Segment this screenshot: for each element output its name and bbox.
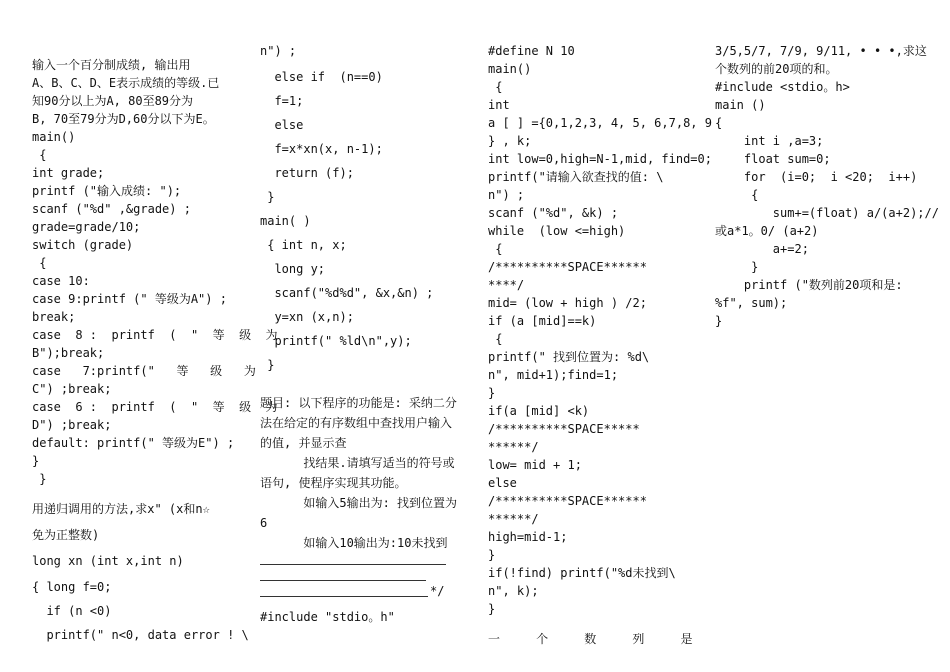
col1-line: case 9:printf (" 等级为A") ; bbox=[32, 292, 227, 306]
col2-line: else if (n==0) bbox=[260, 70, 383, 84]
col2-line: 语句, 使程序实现其功能。 bbox=[260, 476, 407, 490]
col3-line: } bbox=[488, 386, 496, 400]
col1-line: { bbox=[32, 256, 47, 270]
col2-line: scanf("%d%d", &x,&n) ; bbox=[260, 286, 434, 300]
col4-line: main () bbox=[715, 98, 766, 112]
col3-line: 一 个 数 列 是 bbox=[488, 632, 693, 646]
col3-line: /**********SPACE***** bbox=[488, 422, 640, 436]
col1-line: B, 70至79分为D,60分以下为E。 bbox=[32, 112, 215, 126]
col4-line: #include <stdio。h> bbox=[715, 80, 850, 94]
col1-line: case 7:printf(" 等 级 为 bbox=[32, 364, 256, 378]
col3-line: low= mid + 1; bbox=[488, 458, 582, 472]
col4-line: %f", sum); bbox=[715, 296, 788, 310]
col2-line: 题目: 以下程序的功能是: 采纳二分 bbox=[260, 396, 457, 410]
col3-line: main() bbox=[488, 62, 532, 76]
col1-line: case 6 : printf ( " 等 级 为 bbox=[32, 400, 278, 414]
col2-line: } bbox=[260, 190, 275, 204]
col3-line: { bbox=[488, 242, 503, 256]
col3-line: ******/ bbox=[488, 512, 539, 526]
col3-line: int low=0,high=N-1,mid, find=0; bbox=[488, 152, 712, 166]
col1-line: long xn (int x,int n) bbox=[32, 554, 184, 568]
col3-line: /**********SPACE****** bbox=[488, 260, 647, 274]
col2-line: 法在给定的有序数组中查找用户输入 bbox=[260, 416, 453, 430]
col1-line: { bbox=[32, 148, 47, 162]
col3-line: else bbox=[488, 476, 517, 490]
col1-line: default: printf(" 等级为E") ; bbox=[32, 436, 235, 450]
col3-line: scanf ("%d", &k) ; bbox=[488, 206, 619, 220]
col3-line: #define N 10 bbox=[488, 44, 575, 58]
col3-line: printf("请输入欲查找的值: \ bbox=[488, 170, 664, 184]
col1-line: printf ("输入成绩: "); bbox=[32, 184, 182, 198]
col1-line: case 8 : printf ( " 等 级 为 bbox=[32, 328, 278, 342]
col3-line: ******/ bbox=[488, 440, 539, 454]
col4-line: sum+=(float) a/(a+2);// bbox=[715, 206, 939, 220]
col1-line: main() bbox=[32, 130, 76, 144]
col3-line: } bbox=[488, 602, 496, 616]
col2_tail-line: */ bbox=[430, 584, 445, 598]
col4-line: int i ,a=3; bbox=[715, 134, 824, 148]
col2-line: 的值, 并显示查 bbox=[260, 436, 347, 450]
col3-line: { bbox=[488, 332, 503, 346]
col1-line: if (n <0) bbox=[32, 604, 112, 618]
col3-line: } bbox=[488, 548, 496, 562]
col2-line: { int n, x; bbox=[260, 238, 347, 252]
col2-line: f=x*xn(x, n-1); bbox=[260, 142, 383, 156]
col2-line: printf(" %ld\n",y); bbox=[260, 334, 412, 348]
col4-line: a+=2; bbox=[715, 242, 809, 256]
col3-line: n", k); bbox=[488, 584, 539, 598]
col1-line: 知90分以上为A, 80至89分为 bbox=[32, 94, 194, 108]
underline-1 bbox=[260, 554, 446, 568]
col1-line: int grade; bbox=[32, 166, 105, 180]
col2-line: else bbox=[260, 118, 304, 132]
col1-line: case 10: bbox=[32, 274, 90, 288]
col1-line: B");break; bbox=[32, 346, 105, 360]
col2-line: 如输入5输出为: 找到位置为 bbox=[260, 496, 458, 510]
col3-line: { bbox=[488, 80, 503, 94]
col1-line: grade=grade/10; bbox=[32, 220, 141, 234]
col1-line: 输入一个百分制成绩, 输出用 bbox=[32, 58, 191, 72]
col3-line: if(!find) printf("%d未找到\ bbox=[488, 566, 676, 580]
col3-line: n", mid+1);find=1; bbox=[488, 368, 619, 382]
col3-line: while (low <=high) bbox=[488, 224, 626, 238]
col2-line: y=xn (x,n); bbox=[260, 310, 354, 324]
col1-line: 用递归调用的方法,求x" (x和n☆ bbox=[32, 502, 210, 516]
col2-line: 6 bbox=[260, 516, 268, 530]
col3-line: mid= (low + high ) /2; bbox=[488, 296, 647, 310]
col2-line: f=1; bbox=[260, 94, 304, 108]
underline-3 bbox=[260, 586, 428, 600]
col3-line: a [ ] ={0,1,2,3, 4, 5, 6,7,8, 9 bbox=[488, 116, 712, 130]
col4-line: 个数列的前20项的和。 bbox=[715, 62, 838, 76]
col3-line: int bbox=[488, 98, 510, 112]
col2-line: } bbox=[260, 358, 275, 372]
col1-line: printf(" n<0, data error ! \ bbox=[32, 628, 249, 642]
col1-line: 免为正整数) bbox=[32, 528, 100, 542]
col4-line: 或a*1。0/ (a+2) bbox=[715, 224, 819, 238]
col4-line: { bbox=[715, 188, 759, 202]
col4-line: for (i=0; i <20; i++) bbox=[715, 170, 918, 184]
col3-line: printf(" 找到位置为: %d\ bbox=[488, 350, 650, 364]
col1-line: switch (grade) bbox=[32, 238, 134, 252]
col1-line: C") ;break; bbox=[32, 382, 112, 396]
col3-line: } , k; bbox=[488, 134, 532, 148]
col3-line: n") ; bbox=[488, 188, 525, 202]
col3-line: if (a [mid]==k) bbox=[488, 314, 597, 328]
col1-line: A、B、C、D、E表示成绩的等级.已 bbox=[32, 76, 220, 90]
col4-line: printf ("数列前20项和是: bbox=[715, 278, 903, 292]
col1-line: D") ;break; bbox=[32, 418, 112, 432]
col2-line: 如输入10输出为:10未找到 bbox=[260, 536, 448, 550]
col4-line: { bbox=[715, 116, 723, 130]
col1-line: } bbox=[32, 454, 40, 468]
col4-line: } bbox=[715, 314, 723, 328]
col3-line: ****/ bbox=[488, 278, 525, 292]
col3-line: high=mid-1; bbox=[488, 530, 568, 544]
col3-line: /**********SPACE****** bbox=[488, 494, 647, 508]
col4-line: } bbox=[715, 260, 759, 274]
col1-line: { long f=0; bbox=[32, 580, 112, 594]
col2-line: n") ; bbox=[260, 44, 297, 58]
col1-line: break; bbox=[32, 310, 76, 324]
col2-line: 找结果.请填写适当的符号或 bbox=[260, 456, 455, 470]
col2-line: return (f); bbox=[260, 166, 354, 180]
col2_tail-line: #include "stdio。h" bbox=[260, 610, 395, 624]
col3-line: if(a [mid] <k) bbox=[488, 404, 590, 418]
col2-line: long y; bbox=[260, 262, 326, 276]
underline-2 bbox=[260, 570, 426, 584]
col4-line: 3/5,5/7, 7/9, 9/11, • • •,求这 bbox=[715, 44, 927, 58]
col4-line: float sum=0; bbox=[715, 152, 831, 166]
col1-line: scanf ("%d" ,&grade) ; bbox=[32, 202, 191, 216]
col1-line: } bbox=[32, 472, 47, 486]
col2-line: main( ) bbox=[260, 214, 311, 228]
